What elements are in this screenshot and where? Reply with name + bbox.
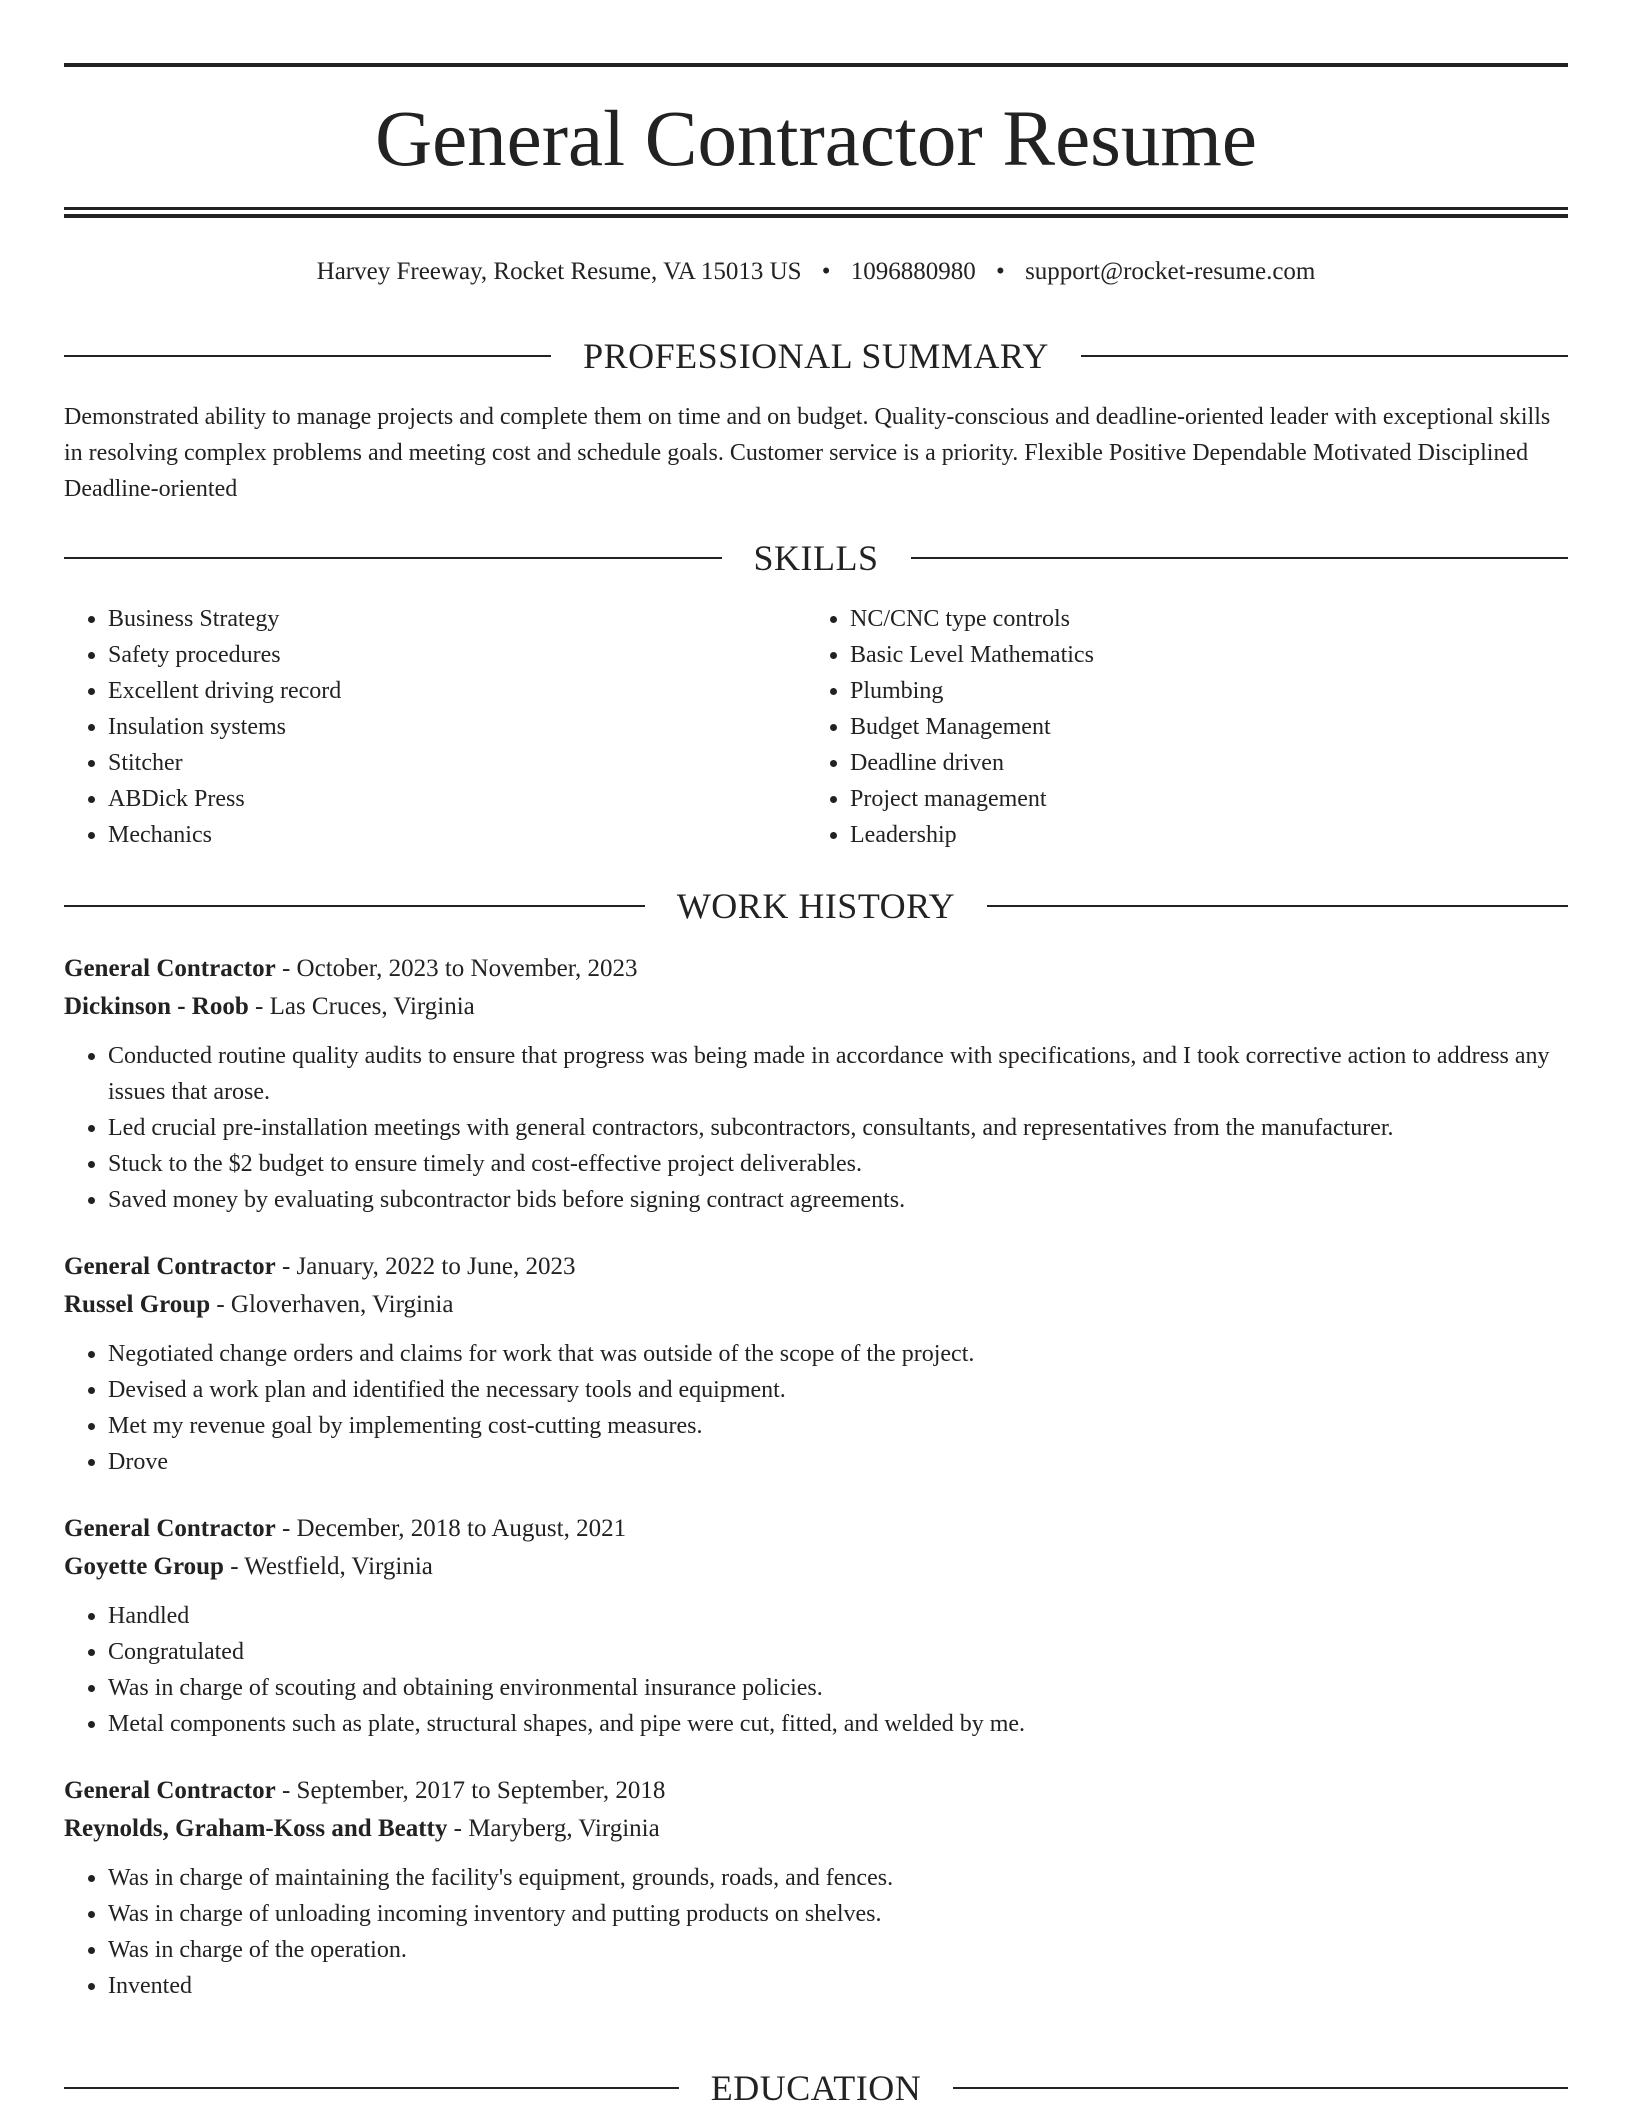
- skill-item: • Safety procedures: [108, 637, 806, 673]
- job-bullets: [64, 1038, 1568, 1218]
- skill-item: • ABDick Press: [108, 781, 806, 817]
- section-heading-skills: [64, 536, 1568, 580]
- job-company-line: [64, 988, 1568, 1026]
- contact-phone: 1096880980: [850, 258, 976, 285]
- job-company-line: [64, 1810, 1568, 1848]
- job-title-line: [64, 1772, 1568, 1810]
- job-bullet: • Congratulated: [108, 1634, 1568, 1670]
- job-title: General Contractor: [64, 1515, 276, 1542]
- skill-item: • Plumbing: [850, 673, 1548, 709]
- heading-rule: [953, 2087, 1568, 2089]
- job-bullets: [64, 1336, 1568, 1480]
- job-bullet: • Was in charge of unloading incoming inventory and putting products on shelves.: [108, 1896, 1568, 1932]
- skill-item: • Budget Management: [850, 709, 1548, 745]
- skill-item: • Mechanics: [108, 817, 806, 853]
- job-company: Russel Group: [64, 1291, 211, 1318]
- work-history-list: [64, 950, 1568, 2034]
- resume-title: General Contractor Resume: [375, 96, 1257, 183]
- job-dates: - October, 2023 to November, 2023: [275, 955, 638, 982]
- section-title: PROFESSIONAL SUMMARY: [583, 336, 1049, 376]
- job-company: Reynolds, Graham-Koss and Beatty: [64, 1815, 448, 1842]
- job-bullet: • Negotiated change orders and claims for work that was outside of the scope of the project.: [108, 1336, 1568, 1372]
- job-location: - Las Cruces, Virginia: [248, 993, 475, 1020]
- section-heading-education: [64, 2066, 1568, 2110]
- job-bullet: • Stuck to the $2 budget to ensure timely and cost-effective project deliverables.: [108, 1146, 1568, 1182]
- skill-item: • Deadline driven: [850, 745, 1548, 781]
- title-double-rule: [64, 207, 1568, 218]
- job-location: - Westfield, Virginia: [223, 1553, 433, 1580]
- job-title: General Contractor: [64, 1777, 276, 1804]
- job-bullet: • Was in charge of maintaining the facility's equipment, grounds, roads, and fences.: [108, 1860, 1568, 1896]
- job-location: - Maryberg, Virginia: [447, 1815, 660, 1842]
- section-heading-summary: [64, 334, 1568, 378]
- job-company: Dickinson - Roob: [64, 993, 249, 1020]
- skill-item: • Excellent driving record: [108, 673, 806, 709]
- heading-rule: [64, 905, 645, 907]
- job-entry: [64, 1248, 1568, 1480]
- job-bullet: • Invented: [108, 1968, 1568, 2004]
- job-bullet: • Conducted routine quality audits to ensure that progress was being made in accordance with specifications, and I took corrective action to address any issues that arose.: [108, 1038, 1568, 1110]
- job-title-line: [64, 950, 1568, 988]
- section-title: SKILLS: [753, 538, 879, 578]
- skill-item: • Basic Level Mathematics: [850, 637, 1548, 673]
- job-title-line: [64, 1510, 1568, 1548]
- heading-rule: [911, 557, 1569, 559]
- skill-item: • Leadership: [850, 817, 1548, 853]
- job-entry: [64, 950, 1568, 1218]
- section-title: WORK HISTORY: [676, 886, 956, 926]
- heading-rule: [987, 905, 1568, 907]
- job-company-line: [64, 1286, 1568, 1324]
- skill-item: • Business Strategy: [108, 601, 806, 637]
- job-dates: - December, 2018 to August, 2021: [275, 1515, 627, 1542]
- heading-rule: [1081, 355, 1568, 357]
- job-location: - Gloverhaven, Virginia: [210, 1291, 454, 1318]
- skill-item: • Project management: [850, 781, 1548, 817]
- job-dates: - September, 2017 to September, 2018: [275, 1777, 666, 1804]
- job-bullet: • Was in charge of scouting and obtaining environmental insurance policies.: [108, 1670, 1568, 1706]
- job-company: Goyette Group: [64, 1553, 224, 1580]
- skill-item: • Insulation systems: [108, 709, 806, 745]
- contact-separator: •: [821, 258, 831, 285]
- summary-text: Demonstrated ability to manage projects and complete them on time and on budget. Quality-conscious and deadline-oriented leader with exceptional skills in resolving complex problems and meeting cost and schedule goals. Customer service is a priority. Flexible Positive Dependable Motivated Disciplined Deadline-oriented: [64, 404, 1551, 502]
- job-entry: [64, 1510, 1568, 1742]
- section-title: EDUCATION: [710, 2068, 922, 2108]
- job-title: General Contractor: [64, 955, 276, 982]
- job-bullet: • Metal components such as plate, structural shapes, and pipe were cut, fitted, and welded by me.: [108, 1706, 1568, 1742]
- job-title-line: [64, 1248, 1568, 1286]
- job-bullet: • Led crucial pre-installation meetings with general contractors, subcontractors, consultants, and representatives from the manufacturer.: [108, 1110, 1568, 1146]
- job-bullet: • Saved money by evaluating subcontractor bids before signing contract agreements.: [108, 1182, 1568, 1218]
- job-bullet: • Devised a work plan and identified the necessary tools and equipment.: [108, 1372, 1568, 1408]
- skills-column-left: [64, 601, 806, 853]
- contact-separator: •: [996, 258, 1005, 285]
- skills-column-right: [806, 601, 1548, 853]
- job-company-line: [64, 1548, 1568, 1586]
- heading-rule: [64, 2087, 679, 2089]
- job-entry: [64, 1772, 1568, 2004]
- contact-email: support@rocket-resume.com: [1025, 258, 1316, 285]
- section-heading-work-history: [64, 884, 1568, 928]
- heading-rule: [64, 355, 551, 357]
- contact-address: Harvey Freeway, Rocket Resume, VA 15013 US: [316, 258, 802, 285]
- job-bullet: • Was in charge of the operation.: [108, 1932, 1568, 1968]
- skill-item: • NC/CNC type controls: [850, 601, 1548, 637]
- job-title: General Contractor: [64, 1253, 276, 1280]
- job-bullets: [64, 1860, 1568, 2004]
- skill-item: • Stitcher: [108, 745, 806, 781]
- job-bullets: [64, 1598, 1568, 1742]
- contact-line: [64, 254, 1568, 290]
- job-dates: - January, 2022 to June, 2023: [275, 1253, 576, 1280]
- skills-list: [64, 601, 1568, 853]
- heading-rule: [64, 557, 722, 559]
- job-bullet: • Met my revenue goal by implementing cost-cutting measures.: [108, 1408, 1568, 1444]
- top-rule: [64, 63, 1568, 67]
- job-bullet: • Drove: [108, 1444, 1568, 1480]
- job-bullet: • Handled: [108, 1598, 1568, 1634]
